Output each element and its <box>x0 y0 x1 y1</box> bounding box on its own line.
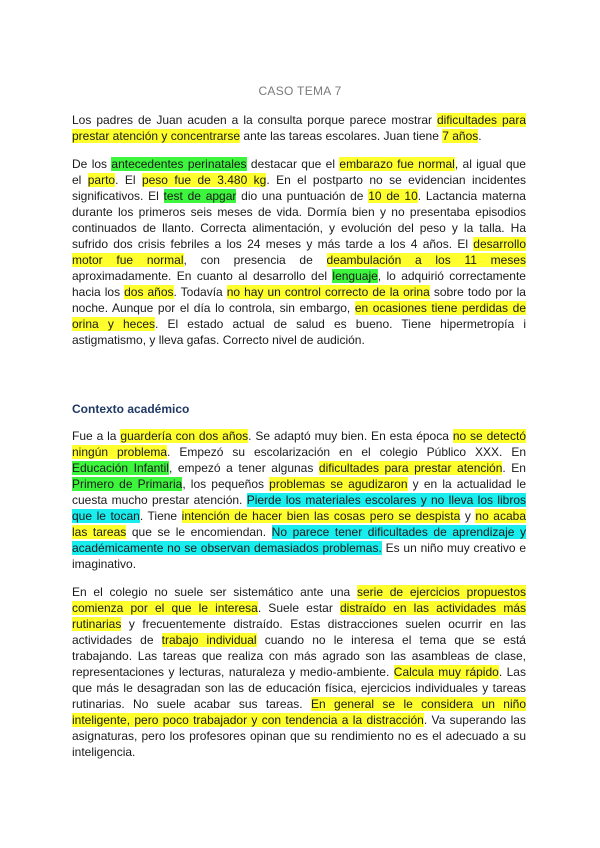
text-line <box>72 524 526 540</box>
highlighted-text: dificultades para <box>436 113 526 127</box>
text-segment: . Empezó su escolarización en el colegio Público XXX. En <box>167 445 526 459</box>
highlighted-text: orina y heces <box>72 317 155 331</box>
text-line <box>72 300 526 316</box>
section-heading: Contexto académico <box>72 402 190 416</box>
text-line <box>72 236 526 252</box>
text-line <box>72 172 526 188</box>
text-line <box>72 188 526 204</box>
text-line <box>72 728 526 744</box>
text-segment: noche. Aunque por el día lo controla, sin embargo, <box>72 301 355 315</box>
highlighted-text: Calcula muy rápido <box>393 665 499 679</box>
highlighted-text: serie de ejercicios propuestos <box>356 585 526 599</box>
highlighted-text: académicamente no se observan demasiados problemas. <box>72 541 382 555</box>
text-line <box>72 664 526 680</box>
text-segment: cuesta mucho prestar atención. <box>72 493 247 507</box>
text-segment: que se le encomiendan. <box>126 525 272 539</box>
text-segment: el <box>72 173 88 187</box>
text-line <box>72 252 526 268</box>
text-segment: . Suele estar <box>257 601 340 615</box>
document-title: CASO TEMA 7 <box>258 84 342 98</box>
highlighted-text: intención de hacer bien las cosas pero se despista <box>181 509 461 523</box>
text-segment: hacia los <box>72 285 125 299</box>
text-line <box>72 540 526 556</box>
text-line <box>72 744 526 760</box>
text-line <box>72 508 526 524</box>
text-line <box>72 680 526 696</box>
text-segment: sobre todo por la <box>429 285 526 299</box>
highlighted-text: desarrollo <box>473 237 526 251</box>
text-segment: . Todavía <box>173 285 227 299</box>
text-line <box>72 204 526 220</box>
highlighted-text: guardería con dos años <box>120 429 249 443</box>
text-segment: ante las tareas escolares. Juan tiene <box>240 129 443 143</box>
text-segment: . El estado actual de salud es bueno. Tiene hipermetropía i <box>155 317 526 331</box>
highlighted-text: las tareas <box>72 525 127 539</box>
text-segment: , los pequeños <box>182 477 270 491</box>
text-line <box>72 220 526 236</box>
text-line <box>72 316 526 332</box>
text-segment: Fue a la <box>72 429 121 443</box>
highlighted-text: no hay un control correcto de la orina <box>226 285 430 299</box>
highlighted-text: deambulación a los 11 meses <box>326 253 526 267</box>
text-line <box>72 332 526 348</box>
text-segment: rutinarias. No suele acabar sus tareas. <box>72 697 311 711</box>
text-segment: destacar que el <box>246 157 340 171</box>
text-segment: inteligencia. <box>72 745 136 759</box>
text-segment: . <box>478 129 482 143</box>
highlighted-text: ningún problema <box>72 445 168 459</box>
text-segment: continuados de llanto. Correcta alimentación, y evolución del peso y la talla. Ha <box>72 221 526 235</box>
text-line <box>72 284 526 300</box>
highlighted-text: problemas se agudizaron <box>269 477 408 491</box>
text-segment: . Va superando las <box>423 713 526 727</box>
highlighted-text: dos años <box>124 285 174 299</box>
paragraph <box>72 156 526 348</box>
text-segment: durante los primeros seis meses de vida. Dormía bien y no presentaba episodios <box>72 205 526 219</box>
text-line <box>72 696 526 712</box>
text-segment: cuando no le interesa el tema que se está <box>256 633 526 647</box>
text-segment: , empezó a tener algunas <box>168 461 319 475</box>
text-segment: , con presencia de <box>183 253 327 267</box>
text-segment: aproximadamente. En cuanto al desarrollo del <box>72 269 333 283</box>
highlighted-text: En general se le considera un niño <box>310 697 526 711</box>
highlighted-text: 7 años <box>442 129 479 143</box>
text-line <box>72 128 526 144</box>
text-line <box>72 556 526 572</box>
text-segment: , lo adquirió correctamente <box>377 269 526 283</box>
text-segment: , al igual que <box>454 157 526 171</box>
text-segment: sufrido dos crisis febriles a los 24 meses y más tarde a los 4 años. El <box>72 237 474 251</box>
highlighted-text: Educación Infantil <box>72 461 169 475</box>
highlighted-text: no acaba <box>475 509 526 523</box>
text-segment: imaginativo. <box>72 557 137 571</box>
highlighted-text: distraído en las actividades más <box>339 601 526 615</box>
text-line <box>72 600 526 616</box>
highlighted-text: peso fue de 3.480 kg <box>141 173 267 187</box>
text-line <box>72 156 526 172</box>
text-line <box>72 444 526 460</box>
text-segment: dio una puntuación de <box>236 189 369 203</box>
paragraph <box>72 428 526 572</box>
highlighted-text: prestar atención y concentrarse <box>72 129 241 143</box>
text-segment: y frecuentemente distraído. Estas distracciones suelen ocurrir en las <box>121 617 526 631</box>
text-segment: . Lactancia materna <box>417 189 526 203</box>
highlighted-text: no se detectó <box>452 429 526 443</box>
paragraph <box>72 584 526 760</box>
text-segment: . En <box>502 461 526 475</box>
highlighted-text: comienza por el que le interesa <box>72 601 258 615</box>
text-segment: y <box>460 509 476 523</box>
text-segment: Los padres de Juan acuden a la consulta porque parece mostrar <box>72 113 437 127</box>
highlighted-text: en ocasiones tiene perdidas de <box>354 301 526 315</box>
text-segment: . Las <box>498 665 526 679</box>
text-line <box>72 648 526 664</box>
text-segment: y en la actualidad le <box>407 477 526 491</box>
highlighted-text: inteligente, pero poco trabajador y con tendencia a la distracción <box>72 713 424 727</box>
text-line <box>72 584 526 600</box>
text-line <box>72 476 526 492</box>
text-line <box>72 268 526 284</box>
text-line <box>72 616 526 632</box>
text-line <box>72 112 526 128</box>
highlighted-text: Pierde los materiales escolares y no lleva los libros <box>246 493 526 507</box>
text-segment: representaciones y lecturas, naturaleza y medio-ambiente. <box>72 665 394 679</box>
highlighted-text: Primero de Primaria <box>72 477 183 491</box>
text-segment: que más le desagradan son las de educación física, ejercicios individuales y tareas <box>72 681 526 695</box>
text-segment: . En el postparto no se evidencian incidentes <box>266 173 526 187</box>
text-segment: Es un niño muy creativo e <box>381 541 526 555</box>
highlighted-text: lenguaje <box>332 269 378 283</box>
text-segment: trabajando. Las tareas que realiza con más agrado son las asambleas de clase, <box>72 649 526 663</box>
highlighted-text: test de apgar <box>163 189 237 203</box>
text-segment: . Se adaptó muy bien. En esta época <box>248 429 453 443</box>
text-segment: De los <box>72 157 112 171</box>
text-segment: . El <box>115 173 142 187</box>
text-line <box>72 492 526 508</box>
paragraph <box>72 112 526 144</box>
highlighted-text: embarazo fue normal <box>339 157 455 171</box>
highlighted-text: trabajo individual <box>161 633 257 647</box>
text-line <box>72 428 526 444</box>
highlighted-text: No parece tener dificultades de aprendizaje y <box>271 525 526 539</box>
highlighted-text: rutinarias <box>72 617 122 631</box>
text-segment: actividades de <box>72 633 162 647</box>
highlighted-text: dificultades para prestar atención <box>318 461 503 475</box>
text-segment: En el colegio no suele ser sistemático ante una <box>72 585 357 599</box>
text-segment: . Tiene <box>139 509 182 523</box>
text-segment: asignaturas, pero los profesores opinan que su rendimiento no es el adecuado a su <box>72 729 526 743</box>
text-line <box>72 632 526 648</box>
highlighted-text: motor fue normal <box>72 253 184 267</box>
highlighted-text: que le tocan <box>72 509 140 523</box>
text-segment: astigmatismo, y lleva gafas. Correcto nivel de audición. <box>72 333 365 347</box>
highlighted-text: antecedentes perinatales <box>111 157 247 171</box>
text-line <box>72 460 526 476</box>
text-line <box>72 712 526 728</box>
highlighted-text: 10 de 10 <box>368 189 418 203</box>
highlighted-text: parto <box>87 173 116 187</box>
text-segment: significativos. El <box>72 189 164 203</box>
